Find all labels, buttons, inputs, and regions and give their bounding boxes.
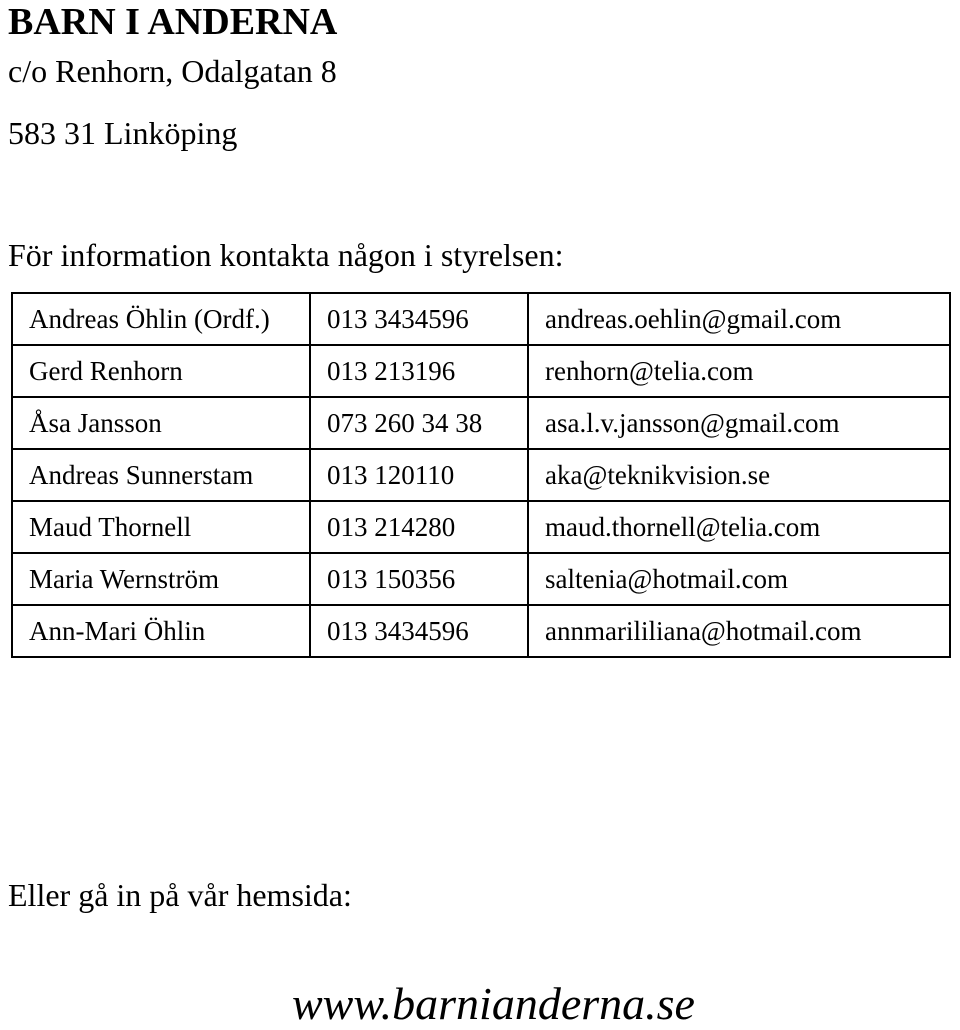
table-row: [12, 293, 950, 345]
member-email: asa.l.v.jansson@gmail.com: [528, 397, 950, 449]
member-phone: 013 3434596: [310, 293, 528, 345]
member-email: annmarililiana@hotmail.com: [528, 605, 950, 657]
table-row: [12, 501, 950, 553]
member-phone: 073 260 34 38: [310, 397, 528, 449]
address-line-2: 583 31 Linköping: [8, 115, 238, 151]
table-row: [12, 605, 950, 657]
board-contact-table: [11, 292, 951, 658]
member-phone: 013 120110: [310, 449, 528, 501]
member-name: Maria Wernström: [12, 553, 310, 605]
member-phone: 013 150356: [310, 553, 528, 605]
organization-name: BARN I ANDERNA: [8, 1, 338, 43]
member-phone: 013 214280: [310, 501, 528, 553]
website-heading: Eller gå in på vår hemsida:: [8, 877, 352, 913]
member-name: Maud Thornell: [12, 501, 310, 553]
member-email: aka@teknikvision.se: [528, 449, 950, 501]
website-url: www.barnianderna.se: [292, 978, 695, 1029]
member-name: Gerd Renhorn: [12, 345, 310, 397]
table-row: [12, 449, 950, 501]
contact-heading: För information kontakta någon i styrelsen:: [8, 237, 564, 273]
table-row: [12, 345, 950, 397]
member-phone: 013 213196: [310, 345, 528, 397]
table-row: [12, 553, 950, 605]
member-email: andreas.oehlin@gmail.com: [528, 293, 950, 345]
member-email: maud.thornell@telia.com: [528, 501, 950, 553]
member-name: Åsa Jansson: [12, 397, 310, 449]
member-name: Andreas Sunnerstam: [12, 449, 310, 501]
table-row: [12, 397, 950, 449]
member-email: saltenia@hotmail.com: [528, 553, 950, 605]
member-phone: 013 3434596: [310, 605, 528, 657]
address-line-1: c/o Renhorn, Odalgatan 8: [8, 53, 337, 89]
member-name: Andreas Öhlin (Ordf.): [12, 293, 310, 345]
member-name: Ann-Mari Öhlin: [12, 605, 310, 657]
member-email: renhorn@telia.com: [528, 345, 950, 397]
